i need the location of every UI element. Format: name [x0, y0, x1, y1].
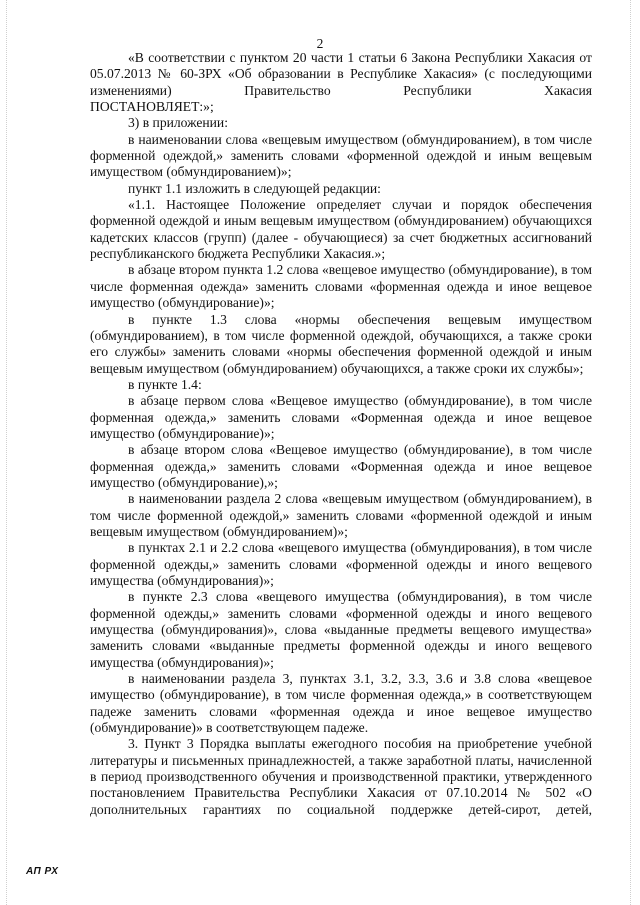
paragraph-clause-1-4-intro: в пункте 1.4: — [128, 376, 202, 392]
paragraph-resolves: ПОСТАНОВЛЯЕТ:»; — [90, 99, 214, 115]
paragraph-clause-2-3: в пункте 2.3 слова «вещевого имущества (обмундирования), в том числе форменной одежды,» заменить словами «форменной одежды и иного вещевого имущества (обмундирования)», слова «выданные предметы вещевого имущества» заменить словами «выданные предметы форменной одежды и иного вещевого имущества (обмундирования)»; — [90, 589, 592, 670]
paragraph-title-change: в наименовании слова «вещевым имуществом (обмундированием), в том числе форменной одеждой,» заменить словами «форменной одеждой и иным вещевым имуществом (обмундированием)»; — [90, 131, 592, 180]
paragraph-point-3: 3. Пункт 3 Порядка выплаты ежегодного пособия на приобретение учебной литературы и письменных принадлежностей, а также заработной платы, начисленной в период производственного обучения и производственной практики, утвержденного постановлением Правительства Республики Хакасия от 07.10.2014 № 502 «О дополнительных гарантиях по социальной поддержке детей-сирот, детей, — [90, 736, 592, 817]
paragraph-section-2-title: в наименовании раздела 2 слова «вещевым имуществом (обмундированием), в том числе форменной одеждой,» заменить словами «форменной одеждой и иным вещевым имуществом (обмундированием)»; — [90, 491, 592, 539]
paragraph-item-3: 3) в приложении: — [128, 115, 228, 131]
paragraph-section-3: в наименовании раздела 3, пунктах 3.1, 3.2, 3.3, 3.6 и 3.8 слова «вещевое имущество (обмундирование), в том числе форменная одежда,» в соответствующем падеже заменить словами «форменная одежда и иное вещевое имущество (обмундирование)» в соответствующем падеже. — [90, 671, 592, 736]
footer-mark: АП РХ — [26, 866, 59, 877]
document-body — [90, 50, 592, 818]
page-number: 2 — [316, 36, 324, 51]
paragraph-clause-1-2: в абзаце втором пункта 1.2 слова «вещевое имущество (обмундирование), в том числе форменная одежда» заменить словами «форменная одежда и иное вещевое имущество (обмундирование)»; — [90, 262, 592, 311]
paragraph-clause-1-1: «1.1. Настоящее Положение определяет случаи и порядок обеспечения форменной одеждой и иным вещевым имуществом (обмундированием) обучающихся кадетских классов (групп) (далее - обучающиеся) за счет бюджетных ассигнований республиканского бюджета Республики Хакасия.»; — [90, 197, 592, 262]
paragraph-preamble: «В соответствии с пунктом 20 части 1 статьи 6 Закона Республики Хакасия от 05.07.2013 № 60-ЗРХ «Об образовании в Республике Хакасия» (с последующими изменениями) Правительство Республики Хакасия — [90, 50, 592, 98]
scan-edge-left — [6, 0, 8, 905]
paragraph-clauses-2-1-2-2: в пунктах 2.1 и 2.2 слова «вещевого имущества (обмундирования), в том числе форменной одежды,» заменить словами «форменной одежды и иного вещевого имущества (обмундирования)»; — [90, 540, 592, 588]
scan-edge-right — [630, 0, 632, 905]
paragraph-clause-1-4-first: в абзаце первом слова «Вещевое имущество (обмундирование), в том числе форменная одежда,» заменить словами «Форменная одежда и иное вещевое имущество (обмундирование)»; — [90, 393, 592, 441]
paragraph-clause-1-4-second: в абзаце втором слова «Вещевое имущество (обмундирование), в том числе форменная одежда,» заменить словами «Форменная одежда и иное вещевое имущество (обмундирование),»; — [90, 442, 592, 490]
paragraph-clause-1-1-intro: пункт 1.1 изложить в следующей редакции: — [128, 180, 381, 196]
paragraph-clause-1-3: в пункте 1.3 слова «нормы обеспечения вещевым имуществом (обмундированием), в том числе форменной одеждой, обучающихся, а также сроки его службы» заменить словами «нормы обеспечения форменной одеждой и иным вещевым имуществом (обмундированием) обучающихся, а также сроки их службы»; — [90, 311, 592, 376]
